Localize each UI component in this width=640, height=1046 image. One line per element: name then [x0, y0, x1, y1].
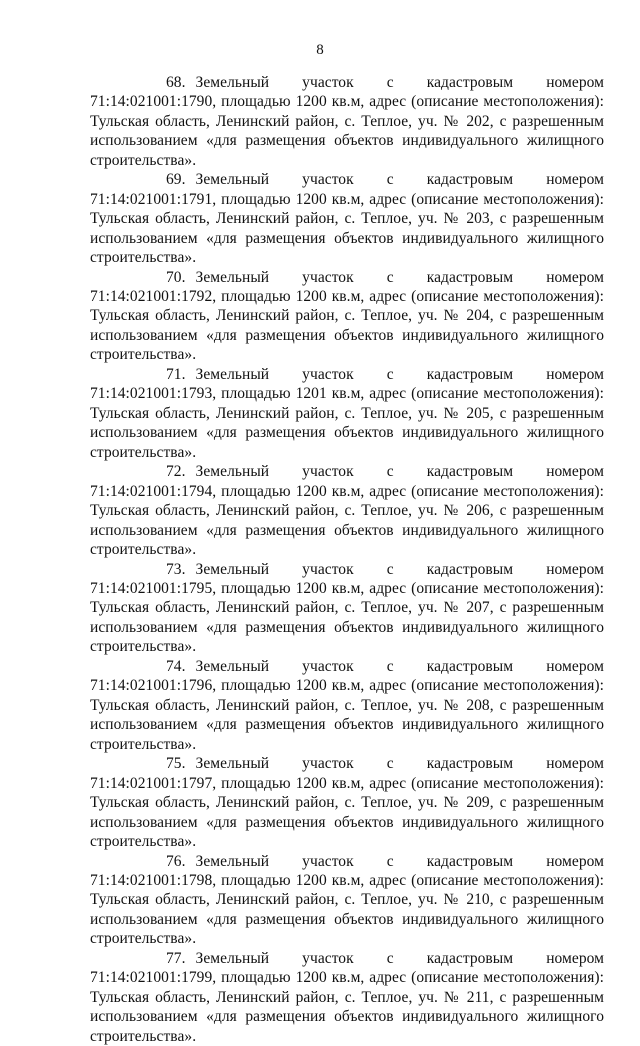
list-item [90, 170, 604, 267]
item-text: Земельный участок с кадастровым номером 71:14:021001:1796, площадью 1200 кв.м, адрес (описание местоположения): Тульская область, Ленинский район, с. Теплое, уч. № 208, с разрешенным использованием «для размещения объектов индивидуального жилищного строительства». [90, 657, 604, 753]
item-number: 77. [166, 949, 186, 967]
item-text: Земельный участок с кадастровым номером 71:14:021001:1797, площадью 1200 кв.м, адрес (описание местоположения): Тульская область, Ленинский район, с. Теплое, уч. № 209, с разрешенным использованием «для размещения объектов индивидуального жилищного строительства». [90, 755, 604, 850]
list-item [90, 268, 604, 365]
item-text: Земельный участок с кадастровым номером 71:14:021001:1793, площадью 1201 кв.м, адрес (описание местоположения): Тульская область, Ленинский район, с. Теплое, уч. № 205, с разрешенным использованием «для размещения объектов индивидуального жилищного строительства». [90, 365, 604, 461]
list-item [90, 949, 604, 1046]
item-number: 74. [166, 657, 186, 675]
item-number: 72. [166, 463, 186, 481]
item-text: Земельный участок с кадастровым номером 71:14:021001:1795, площадью 1200 кв.м, адрес (описание местоположения): Тульская область, Ленинский район, с. Теплое, уч. № 207, с разрешенным использованием «для размещения объектов индивидуального жилищного строительства». [90, 560, 604, 656]
list-item [90, 657, 604, 754]
item-number: 70. [166, 268, 186, 286]
list-item [90, 365, 604, 462]
list-item [90, 73, 604, 170]
item-text: Земельный участок с кадастровым номером 71:14:021001:1792, площадью 1200 кв.м, адрес (описание местоположения): Тульская область, Ленинский район, с. Теплое, уч. № 204, с разрешенным использованием «для размещения объектов индивидуального жилищного строительства». [90, 268, 604, 364]
item-number: 71. [166, 365, 186, 383]
item-number: 68. [166, 74, 186, 91]
item-text: Земельный участок с кадастровым номером 71:14:021001:1798, площадью 1200 кв.м, адрес (описание местоположения): Тульская область, Ленинский район, с. Теплое, уч. № 210, с разрешенным использованием «для размещения объектов индивидуального жилищного строительства». [90, 852, 604, 948]
list-item [90, 560, 604, 657]
item-number: 75. [166, 755, 186, 773]
document-body [90, 73, 604, 1046]
item-number: 76. [166, 852, 186, 870]
item-number: 73. [166, 560, 186, 578]
item-text: Земельный участок с кадастровым номером 71:14:021001:1791, площадью 1200 кв.м, адрес (описание местоположения): Тульская область, Ленинский район, с. Теплое, уч. № 203, с разрешенным использованием «для размещения объектов индивидуального жилищного строительства». [90, 171, 604, 266]
item-number: 69. [166, 171, 186, 189]
item-text: Земельный участок с кадастровым номером 71:14:021001:1794, площадью 1200 кв.м, адрес (описание местоположения): Тульская область, Ленинский район, с. Теплое, уч. № 206, с разрешенным использованием «для размещения объектов индивидуального жилищного строительства». [90, 463, 604, 558]
page-number: 8 [316, 42, 324, 58]
item-text: Земельный участок с кадастровым номером 71:14:021001:1799, площадью 1200 кв.м, адрес (описание местоположения): Тульская область, Ленинский район, с. Теплое, уч. № 211, с разрешенным использованием «для размещения объектов индивидуального жилищного строительства». [90, 949, 604, 1045]
item-text: Земельный участок с кадастровым номером 71:14:021001:1790, площадью 1200 кв.м, адрес (описание местоположения): Тульская область, Ленинский район, с. Теплое, уч. № 202, с разрешенным использованием «для размещения объектов индивидуального жилищного строительства». [90, 74, 604, 169]
list-item [90, 754, 604, 851]
list-item [90, 462, 604, 559]
list-item [90, 852, 604, 949]
